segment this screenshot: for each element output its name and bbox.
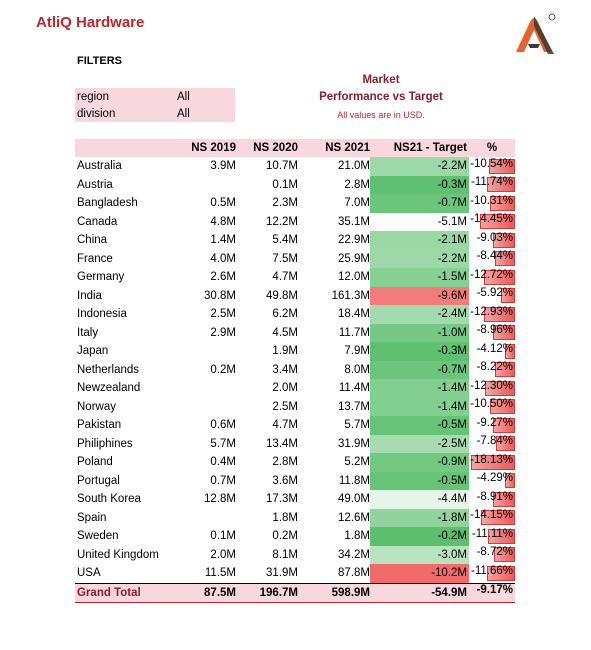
pct-value: -8.72% <box>476 546 513 559</box>
ns2021-cell: 2.8M <box>344 178 370 191</box>
pct-cell <box>469 361 515 380</box>
ns2021-cell: 18.4M <box>338 308 370 321</box>
pct-cell <box>469 490 515 509</box>
ns2019-cell: 4.0M <box>210 252 236 265</box>
ns2019-cell: 0.7M <box>210 474 236 487</box>
filter-value[interactable]: All <box>177 90 190 103</box>
report-note: All values are in USD. <box>337 110 425 120</box>
ns2020-cell: 12.2M <box>266 215 298 228</box>
ns2020-cell: 5.4M <box>272 234 298 247</box>
pct-value: -10.54% <box>470 157 513 170</box>
market-cell: Netherlands <box>77 363 140 376</box>
ns2020-cell: 1.9M <box>272 345 298 358</box>
pct-cell <box>469 287 515 306</box>
target-cell: -0.3M <box>370 176 469 195</box>
ns2021-cell: 87.8M <box>338 567 370 580</box>
ns2019-cell: 12.8M <box>204 493 236 506</box>
ns2021-cell: 35.1M <box>338 215 370 228</box>
target-cell: -0.3M <box>370 342 469 361</box>
ns2019-cell: 0.4M <box>210 456 236 469</box>
target-cell: -10.2M <box>370 564 469 583</box>
pct-value: -10.31% <box>470 194 513 207</box>
ns2021-cell: 22.9M <box>338 234 370 247</box>
table-header-row <box>75 139 515 157</box>
market-cell: Sweden <box>77 530 119 543</box>
ns2020-cell: 4.5M <box>272 326 298 339</box>
report-title-line2: Performance vs Target <box>319 91 443 103</box>
ns2021-cell: 11.4M <box>338 382 370 395</box>
market-cell: Philiphines <box>77 437 133 450</box>
target-cell: -2.2M <box>370 250 469 269</box>
ns2021-cell: 21.0M <box>338 160 370 173</box>
table-row <box>75 268 515 287</box>
ns2021-cell: 8.0M <box>344 363 370 376</box>
atliq-logo-icon <box>508 10 560 58</box>
header-ns2020: NS 2020 <box>253 142 298 154</box>
ns2020-cell: 2.8M <box>272 456 298 469</box>
ns2019-cell: 5.7M <box>210 437 236 450</box>
pct-cell <box>469 342 515 361</box>
header-target: NS21 - Target <box>393 142 467 154</box>
table-row <box>75 435 515 454</box>
filter-key: region <box>77 90 109 103</box>
filter-value[interactable]: All <box>177 107 190 120</box>
pct-cell <box>469 194 515 213</box>
pct-cell <box>469 305 515 324</box>
pct-cell <box>469 527 515 546</box>
pct-cell <box>469 176 515 195</box>
table-row <box>75 305 515 324</box>
ns2020-cell: 10.7M <box>266 160 298 173</box>
target-cell: -1.5M <box>370 268 469 287</box>
target-cell: -2.2M <box>370 157 469 176</box>
pct-value: -10.50% <box>470 398 513 411</box>
table-row <box>75 342 515 361</box>
pct-cell <box>469 157 515 176</box>
pct-value: -8.96% <box>476 324 513 337</box>
target-cell: -1.4M <box>370 379 469 398</box>
ns2019-cell: 0.2M <box>210 363 236 376</box>
market-cell: Bangladesh <box>77 197 138 210</box>
ns2020-cell: 3.4M <box>272 363 298 376</box>
ns2021-cell: 12.6M <box>338 511 370 524</box>
ns2019-cell: 87.5M <box>178 583 236 603</box>
ns2020-cell: 2.5M <box>272 400 298 413</box>
pct-cell <box>469 472 515 491</box>
filters-title: FILTERS <box>77 55 123 67</box>
pct-value: -11.11% <box>471 527 513 540</box>
pct-value: -8.44% <box>476 250 513 263</box>
pct-cell <box>469 564 515 583</box>
ns2021-cell: 11.7M <box>338 326 370 339</box>
market-cell: Germany <box>77 271 125 284</box>
ns2020-cell: 1.8M <box>272 511 298 524</box>
target-cell: -2.5M <box>370 435 469 454</box>
target-cell: -0.2M <box>370 527 469 546</box>
ns2019-cell <box>178 509 236 528</box>
pct-cell <box>469 416 515 435</box>
target-cell: -2.4M <box>370 305 469 324</box>
pct-value: -9.27% <box>476 416 513 429</box>
market-cell: United Kingdom <box>77 548 159 561</box>
ns2020-cell: 13.4M <box>266 437 298 450</box>
pct-cell <box>469 398 515 417</box>
target-cell: -0.9M <box>370 453 469 472</box>
pct-value: -14.15% <box>470 509 513 522</box>
table-row <box>75 157 515 176</box>
ns2021-cell: 1.8M <box>344 530 370 543</box>
target-cell: -9.6M <box>370 287 469 306</box>
grand-total-row <box>75 583 515 603</box>
table-row <box>75 453 515 472</box>
report-title <box>296 72 466 106</box>
table-row <box>75 250 515 269</box>
ns2021-cell: 5.2M <box>344 456 370 469</box>
ns2019-cell <box>178 176 236 195</box>
ns2020-cell: 31.9M <box>266 567 298 580</box>
ns2021-cell: 11.8M <box>338 474 370 487</box>
ns2020-cell: 196.7M <box>236 583 298 603</box>
target-cell: -1.0M <box>370 324 469 343</box>
table-row <box>75 213 515 232</box>
target-cell: -1.8M <box>370 509 469 528</box>
target-cell: -3.0M <box>370 546 469 565</box>
table-row <box>75 361 515 380</box>
ns2019-cell: 2.5M <box>210 308 236 321</box>
table-row <box>75 564 515 583</box>
market-cell: Poland <box>77 456 113 469</box>
target-cell: -0.5M <box>370 472 469 491</box>
ns2019-cell: 4.8M <box>210 215 236 228</box>
table-row <box>75 231 515 250</box>
ns2020-cell: 49.8M <box>266 289 298 302</box>
ns2020-cell: 17.3M <box>266 493 298 506</box>
market-cell: Portugal <box>77 474 120 487</box>
table-row <box>75 490 515 509</box>
market-cell: India <box>77 289 102 302</box>
market-cell: China <box>77 234 108 247</box>
header-ns2019: NS 2019 <box>191 142 236 154</box>
market-cell: France <box>77 252 113 265</box>
ns2019-cell: 2.9M <box>210 326 236 339</box>
ns2020-cell: 4.7M <box>272 271 298 284</box>
ns2019-cell: 0.5M <box>210 197 236 210</box>
pct-value: -12.93% <box>470 305 513 318</box>
ns2021-cell: 161.3M <box>331 289 370 302</box>
ns2020-cell: 0.1M <box>272 178 298 191</box>
header-pct: % <box>486 142 498 154</box>
market-cell: Australia <box>77 160 122 173</box>
performance-table <box>75 139 515 603</box>
pct-value: -4.29% <box>476 472 513 485</box>
header-market <box>75 139 178 157</box>
target-cell: -0.7M <box>370 194 469 213</box>
ns2021-cell: 7.9M <box>344 345 370 358</box>
ns2020-cell: 4.7M <box>272 419 298 432</box>
pct-cell <box>469 546 515 565</box>
pct-value: -9.17% <box>476 584 513 597</box>
ns2021-cell: 34.2M <box>338 548 370 561</box>
table-row <box>75 379 515 398</box>
market-cell: Newzealand <box>77 382 141 395</box>
pct-cell <box>469 231 515 250</box>
ns2019-cell: 11.5M <box>204 567 236 580</box>
ns2020-cell: 6.2M <box>272 308 298 321</box>
market-cell: Indonesia <box>77 308 127 321</box>
target-cell: -1.4M <box>370 398 469 417</box>
pct-cell <box>469 435 515 454</box>
ns2021-cell: 598.9M <box>298 583 370 603</box>
ns2020-cell: 2.0M <box>272 382 298 395</box>
pct-cell <box>469 324 515 343</box>
market-cell: Spain <box>77 511 107 524</box>
ns2020-cell: 0.2M <box>272 530 298 543</box>
filter-key: division <box>77 107 116 120</box>
pct-value: -18.13% <box>470 453 513 466</box>
table-row <box>75 546 515 565</box>
ns2019-cell: 0.6M <box>210 419 236 432</box>
table-row <box>75 398 515 417</box>
ns2021-cell: 49.0M <box>338 493 370 506</box>
pct-value: -8.91% <box>476 490 513 503</box>
ns2021-cell: 5.7M <box>344 419 370 432</box>
ns2020-cell: 3.6M <box>272 474 298 487</box>
table-row <box>75 416 515 435</box>
market-cell: Austria <box>77 178 113 191</box>
market-cell: Canada <box>77 215 118 228</box>
ns2019-cell: 3.9M <box>210 160 236 173</box>
market-cell: Grand Total <box>75 583 178 603</box>
target-cell: -54.9M <box>370 583 469 603</box>
target-cell: -0.7M <box>370 361 469 380</box>
pct-value: -9.03% <box>476 231 513 244</box>
pct-value: -11.66% <box>471 564 513 577</box>
filters-panel <box>75 88 235 122</box>
pct-value: -5.92% <box>476 287 513 300</box>
ns2020-cell: 2.3M <box>272 197 298 210</box>
ns2019-cell <box>178 398 236 417</box>
ns2019-cell <box>178 342 236 361</box>
filter-division[interactable] <box>75 105 235 122</box>
pct-cell <box>469 250 515 269</box>
table-row <box>75 194 515 213</box>
ns2021-cell: 12.0M <box>338 271 370 284</box>
ns2019-cell: 2.6M <box>210 271 236 284</box>
pct-cell <box>469 213 515 232</box>
table-row <box>75 472 515 491</box>
filter-region[interactable] <box>75 88 235 105</box>
ns2020-cell: 8.1M <box>272 548 298 561</box>
brand-title: AtliQ Hardware <box>36 14 145 31</box>
pct-value: -12.72% <box>470 268 513 281</box>
market-cell: South Korea <box>77 493 141 506</box>
pct-value: -14.45% <box>470 213 513 226</box>
market-cell: USA <box>77 567 101 580</box>
pct-cell <box>469 453 515 472</box>
target-cell: -2.1M <box>370 231 469 250</box>
pct-cell <box>469 583 515 603</box>
market-cell: Italy <box>77 326 99 339</box>
header-ns2021: NS 2021 <box>325 142 370 154</box>
ns2019-cell: 0.1M <box>210 530 236 543</box>
table-row <box>75 176 515 195</box>
market-cell: Pakistan <box>77 419 122 432</box>
ns2019-cell: 2.0M <box>210 548 236 561</box>
market-cell: Norway <box>77 400 116 413</box>
pct-cell <box>469 509 515 528</box>
table-row <box>75 509 515 528</box>
pct-cell <box>469 379 515 398</box>
ns2021-cell: 31.9M <box>338 437 370 450</box>
target-cell: -5.1M <box>370 213 469 232</box>
pct-value: -12.30% <box>470 379 513 392</box>
pct-cell <box>469 268 515 287</box>
table-row <box>75 324 515 343</box>
pct-value: -8.22% <box>476 361 513 374</box>
ns2020-cell: 7.5M <box>272 252 298 265</box>
report-title-line1: Market <box>362 74 400 86</box>
ns2021-cell: 13.7M <box>338 400 370 413</box>
pct-value: -7.84% <box>476 435 513 448</box>
ns2019-cell: 30.8M <box>204 289 236 302</box>
ns2019-cell: 1.4M <box>210 234 236 247</box>
ns2021-cell: 25.9M <box>338 252 370 265</box>
target-cell: -0.5M <box>370 416 469 435</box>
pct-value: -11.74% <box>471 176 513 189</box>
table-row <box>75 527 515 546</box>
market-cell: Japan <box>77 345 109 358</box>
ns2019-cell <box>178 379 236 398</box>
target-cell: -4.4M <box>370 490 469 509</box>
ns2021-cell: 7.0M <box>344 197 370 210</box>
table-row <box>75 287 515 306</box>
pct-value: -4.12% <box>476 342 513 355</box>
